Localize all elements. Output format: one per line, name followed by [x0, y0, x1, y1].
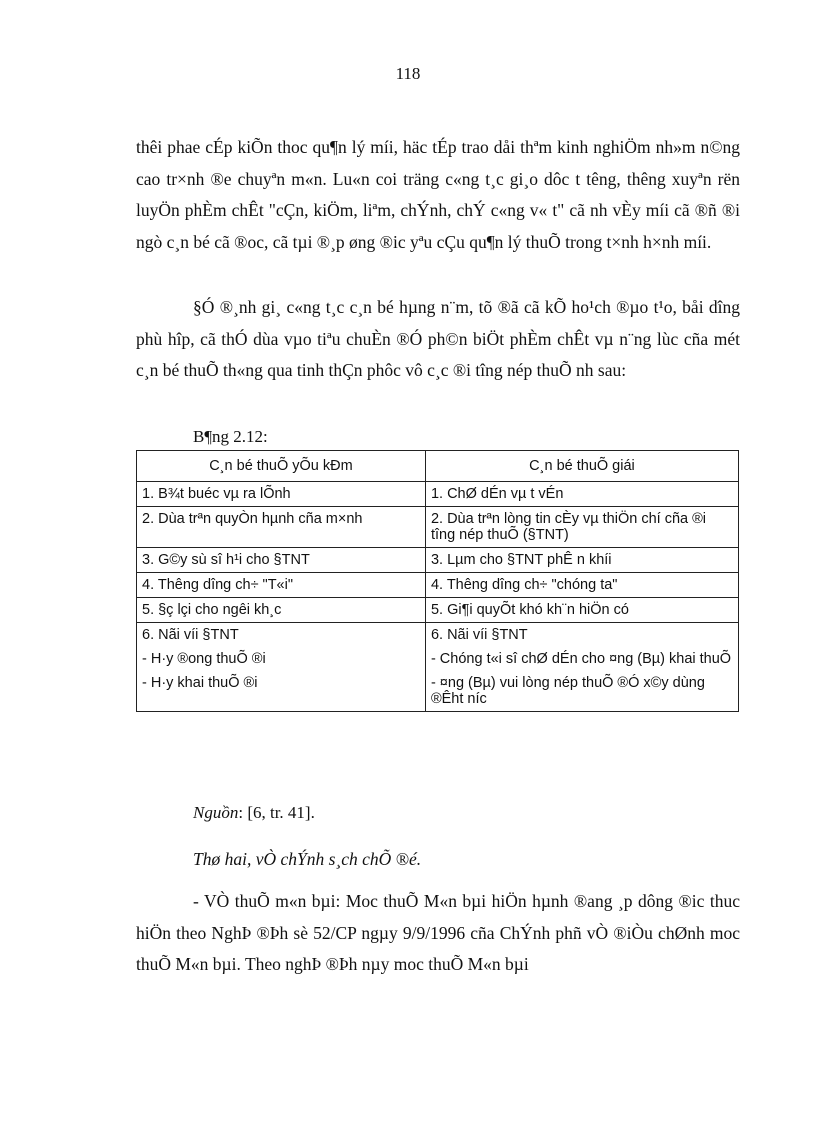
- table-header-row: [137, 451, 739, 482]
- table-cell: 2. Dùa trªn lòng tin cÈy vµ thiÖn chí cña ®i tîng nép thuÕ (§TNT): [425, 507, 738, 548]
- table-row: [137, 482, 739, 507]
- table-row: [137, 623, 739, 712]
- source-text: : [6, tr. 41].: [238, 803, 315, 822]
- table-cell: 1. B¾t buéc vµ ra lÕnh: [137, 482, 426, 507]
- table-cell-subitem: - Chóng t«i sî chØ dÉn cho ¤ng (Bµ) khai thuÕ: [430, 651, 732, 667]
- paragraph-1: thêi phae cÉp kiÕn thoc qu¶n lý míi, häc tÉp trao dåi thªm kinh nghiÖm nh»m n©ng cao tr×nh ®e chuyªn m«n. Lu«n coi träng c«ng t¸c gi¸o dôc t têng, thêng xuyªn rën luyÖn phÈm chÊt "cÇn, kiÖm, liªm, chÝnh, chÝ c«ng v« t" cã nh vÈy míi cã ®ñ ®i ngò c¸n bé cã ®oc, cã tµi ®¸p øng ®ic yªu cÇu qu¶n lý thuÕ trong t×nh h×nh míi.: [136, 137, 740, 252]
- table-cell: 1. ChØ dÉn vµ t vÉn: [425, 482, 738, 507]
- table-cell-subitem: - ¤ng (Bµ) vui lòng nép thuÕ ®Ó x©y dùng ®Êht níc: [430, 675, 705, 707]
- table-cell-subitem: - H·y khai thuÕ ®i: [142, 675, 258, 691]
- page-number: 118: [395, 64, 421, 83]
- table-header-weak: C¸n bé thuÕ yÕu kÐm: [137, 451, 426, 482]
- source-label: Nguồn: [193, 803, 239, 822]
- table-header-good: C¸n bé thuÕ giái: [425, 451, 738, 482]
- table-cell: 4. Thêng dîng ch÷ "chóng ta": [425, 573, 738, 598]
- table-cell: 3. Lµm cho §TNT phÊ n khíi: [425, 548, 738, 573]
- table-row: [137, 598, 739, 623]
- table-cell: [137, 623, 426, 712]
- source-citation: [193, 803, 315, 823]
- table-cell-text: 6. Nãi víi §TNT: [430, 627, 528, 643]
- paragraph-2: §Ó ®¸nh gi¸ c«ng t¸c c¸n bé hµng n¨m, tõ ®ã cã kÕ ho¹ch ®µo t¹o, båi dîng phù hîp, cã thÓ dùa vµo tiªu chuÈn ®Ó ph©n biÖt phÈm chÊt vµ n¨ng lùc cña mét c¸n bé thuÕ th«ng qua tinh thÇn phôc vô c¸c ®i tîng nép thuÕ nh sau:: [136, 297, 740, 380]
- paragraph-3: - VÒ thuÕ m«n bµi: Moc thuÕ M«n bµi hiÖn hµnh ®ang ¸p dông ®ic thuc hiÖn theo NghÞ ®Þh sè 52/CP ngµy 9/9/1996 cña ChÝnh phñ vÒ ®iÒu chØnh moc thuÕ M«n bµi. Theo nghÞ ®Þh nµy moc thuÕ M«n bµi: [136, 891, 740, 974]
- table-caption: B¶ng 2.12:: [193, 427, 268, 446]
- table-cell: [425, 623, 738, 712]
- table-cell: 3. G©y sù sî h¹i cho §TNT: [137, 548, 426, 573]
- table-row: [137, 573, 739, 598]
- comparison-table: [136, 450, 739, 712]
- table-cell: 5. §ç lçi cho ngêi kh¸c: [137, 598, 426, 623]
- table-cell-text: 6. Nãi víi §TNT: [142, 627, 239, 643]
- table-row: [137, 548, 739, 573]
- table-cell: 2. Dùa trªn quyÒn hµnh cña m×nh: [137, 507, 426, 548]
- table-cell-subitem: - H·y ®ong thuÕ ®i: [142, 651, 266, 667]
- table-cell: 5. Gi¶i quyÕt khó kh¨n hiÖn có: [425, 598, 738, 623]
- table-cell: 4. Thêng dîng ch÷ "T«i": [137, 573, 426, 598]
- section-heading: Thø hai, vÒ chÝnh s¸ch chÕ ®é.: [193, 849, 422, 869]
- table-row: [137, 507, 739, 548]
